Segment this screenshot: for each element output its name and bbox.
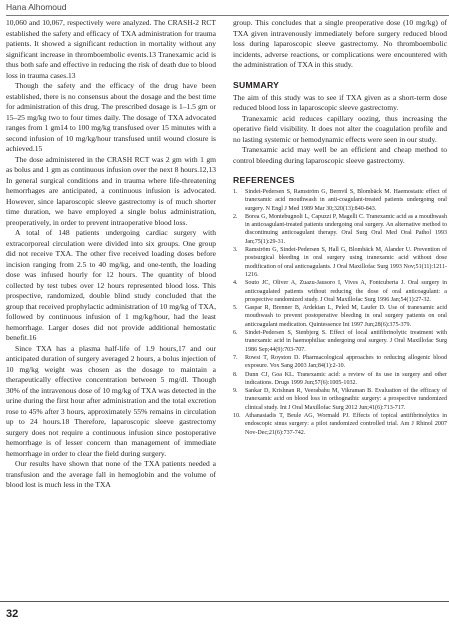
reference-number: 9. [233,388,238,395]
summary-paragraph: Tranexamic acid reduces capillary oozing, thus increasing the operative field visibility. It does not alter the coagulation profile and no lasting systemic or hemodynamic effects were seen in our study. [233,113,447,144]
reference-item [233,304,447,329]
reference-number: 1. [233,189,238,195]
reference-text: Athanasiadis T, Beule AG, Wormald PJ. Effects of topical antifibrinolytics in endoscopic sinus surgery: a pilot randomized controlled trial. Am J Rhinol 2007 Nov-Dec;21(6):737-742. [245,413,447,436]
reference-item [233,246,447,279]
reference-item [233,354,447,371]
body-paragraph: Since TXA has a plasma half-life of 1.9 hours,17 and our anticipated duration of surgery averaged 2 hours, a bolus injection of 10 mg/kg weight was chosen as the dosage to maintain a therapeutically effective concentration between 5 mg/dl. Though 30% of the intravenous dose of 10 mg/kg of TXA was detected in the urine during the first hour after administration and the total excretion rose to 45% after 3 hours, approximately 55% remains in circulation up to 24 hours.18 Therefore, laparoscopic sleeve gastrectomy surgery does not require a continuous infusion since postoperative hemorrhage is of lesser concern than management of immediate hemorrhage in order to clear the field during surgery. [6,343,216,458]
reference-text: Dunn CJ, Goa KL. Tranexamic acid: a review of its use in surgery and other indications. Drugs 1999 Jun;57(6):1005-1032. [245,371,447,386]
body-paragraph: group. This concludes that a single preoperative dose (10 mg/kg) of TXA given intravenously immediately before surgery reduced blood loss during laparoscopic sleeve gastrectomy. No thromboembolic incidents, adverse reactions, or complications were encountered with the administration of TXA in this study. [233,18,447,69]
reference-number: 5. [233,305,238,312]
reference-text: Souto JC, Oliver A, Zuazu-Jausoro I, Vives A, Fontcuberta J. Oral surgery in anticoagulated patients without reducing the dose of oral anticoagulant: a prospective randomized study. J Oral Maxillofac Surg 1996 Jan;54(1):27-32. [245,280,447,303]
reference-number: 10. [233,413,241,420]
summary-paragraph: The aim of this study was to see if TXA given as a short-term dose reduced blood loss in laparoscopic sleeve gastrectomy. [233,92,447,112]
right-column [233,18,447,437]
reference-item [233,188,447,213]
reference-item [233,387,447,412]
reference-list [233,188,447,437]
summary-paragraph: Tranexamic acid may well be an efficient and cheap method to control bleeding during laparoscopic sleeve gastrectomy. [233,145,447,165]
summary-heading: SUMMARY [233,79,280,90]
reference-number: 6. [233,330,238,337]
footer-rule [0,601,449,602]
running-header-author: Hana Alhomoud [6,2,67,12]
reference-text: Sankar D, Krishnan R, Veerabahu M, Vikraman B. Evaluation of the efficacy of tranexamic acid on blood loss in orthognathic surgery: a prospective randomized clinical study. Int J Oral Maxillofac Surg 2012 Jun;41(6):713-717. [245,388,447,411]
left-column [6,18,216,491]
reference-text: Sindet-Pedersen S, Ramström G, Bernvil S, Blombäck M. Haemostatic effect of tranexamic acid mouthwash in anti-coagulant-treated patients undergoing oral surgery. N Engl J Med 1989 Mar 30;320(13):840-843. [245,189,447,212]
reference-number: 3. [233,247,238,254]
body-paragraph: Our results have shown that none of the TXA patients needed a transfusion and the average fall in hemoglobin and the volume of blood lost is much less in the TXA [6,459,216,489]
reference-text: Rowsi T, Royston D. Pharmacological approaches to reducing allogenic blood exposure. Vox Sang 2003 Jan;84(1):2-10. [245,354,447,370]
body-paragraph: A total of 148 patients undergoing cardiac surgery with extracorporeal circulation were divided into six groups. One group did not receive TXA. The other five received loading doses before incision ranging from 2.5 to 40 mg/kg, and one-tenth, the loading dose was infused hourly for 12 hours. The quantity of blood collected by test tubes over 12 hours represented blood loss. This prospective, randomized, double blind study concluded that the group that received prophylactic administration of 10 mg/kg of TXA, followed by continuous infusion of 1 mg/kg/hour, had the least hemorrhage. Larger doses did not provide additional hemostatic benefit.16 [6,228,216,342]
header-rule [6,15,449,16]
reference-text: Gaspar R, Brenner B, Ardekian L, Peled M, Laufer D. Use of tranexamic acid mouthwash to prevent postoperative bleeding in oral surgery patients on oral anticoagulant medication. Quintessence Int 1997 Jun;28(6):375-379. [245,305,447,328]
reference-number: 2. [233,213,238,220]
reference-item [233,371,447,388]
reference-number: 4. [233,280,238,287]
reference-item [233,213,447,246]
body-paragraph: Though the safety and the efficacy of the drug have been established, there is no consensus about the dosage and the best time for administration of this drug. The prescribed dosage is 1–1.5 gm or 15–25 mg/kg two to four times daily. The dosage of TXA advocated ranges from 1 gm14 to 100 mg/kg transfused over 15 minutes with a second infusion of 10 mg/kg/hour transfused until wound closure is achieved.15 [6,81,216,153]
references-heading: REFERENCES [233,175,295,185]
body-paragraph: The dose administered in the CRASH RCT was 2 gm with 1 gm as bolus and 1 gm as continuous infusion over the next 8 hours.12,13 In general surgical conditions and in trauma where life-threatening hemorrhages are anticipated, a continuous infusion is advocated. However, since laparoscopic sleeve gastrectomy is of much shorter time duration, we have employed a single bolus administration, preoperatively, in order to prevent intraoperative blood loss. [6,154,216,227]
reference-text: Sindet-Pedersen S, Stenbjerg S. Effect of local antifibrinolytic treatment with tranexamic acid in haemophiliac undergoing oral surgery. J Oral Maxillofac Surg 1986 Sep;44(9):703-707. [245,330,447,353]
reference-number: 8. [233,371,238,378]
reference-number: 7. [233,354,238,361]
body-paragraph: 10,060 and 10,067, respectively were analyzed. The CRASH-2 RCT established the safety and efficacy of TXA administration for trauma patients. It showed a significant reduction in mortality without any significant increase in thromboembolic events.13 Tranexamic acid is thus both safe and effective in reducing the risk of death due to blood loss in trauma cases.13 [6,18,216,80]
reference-item [233,279,447,304]
reference-text: Borea G, Montebugnoli L, Capuzzi P, Magelli C. Tranexamic acid as a mouthwash in anticoagulant-treated patients undergoing oral surgery. An alternative method to discontinuing anticoagulant therapy. Oral Surg Oral Med Oral Pathol 1993 Jan;75(1):29-31. [245,213,447,245]
reference-text: Ramström G, Sindet-Pedersen S, Hall G, Blombäck M, Alander U. Prevention of postsurgical bleeding in oral surgery using tranexamic acid without dose modification of oral anticoagulants. J Oral Maxillofac Surg 1993 Nov;51(11):1211-1216. [245,247,447,278]
page-number: 32 [6,608,19,620]
reference-item [233,329,447,354]
reference-item [233,412,447,437]
